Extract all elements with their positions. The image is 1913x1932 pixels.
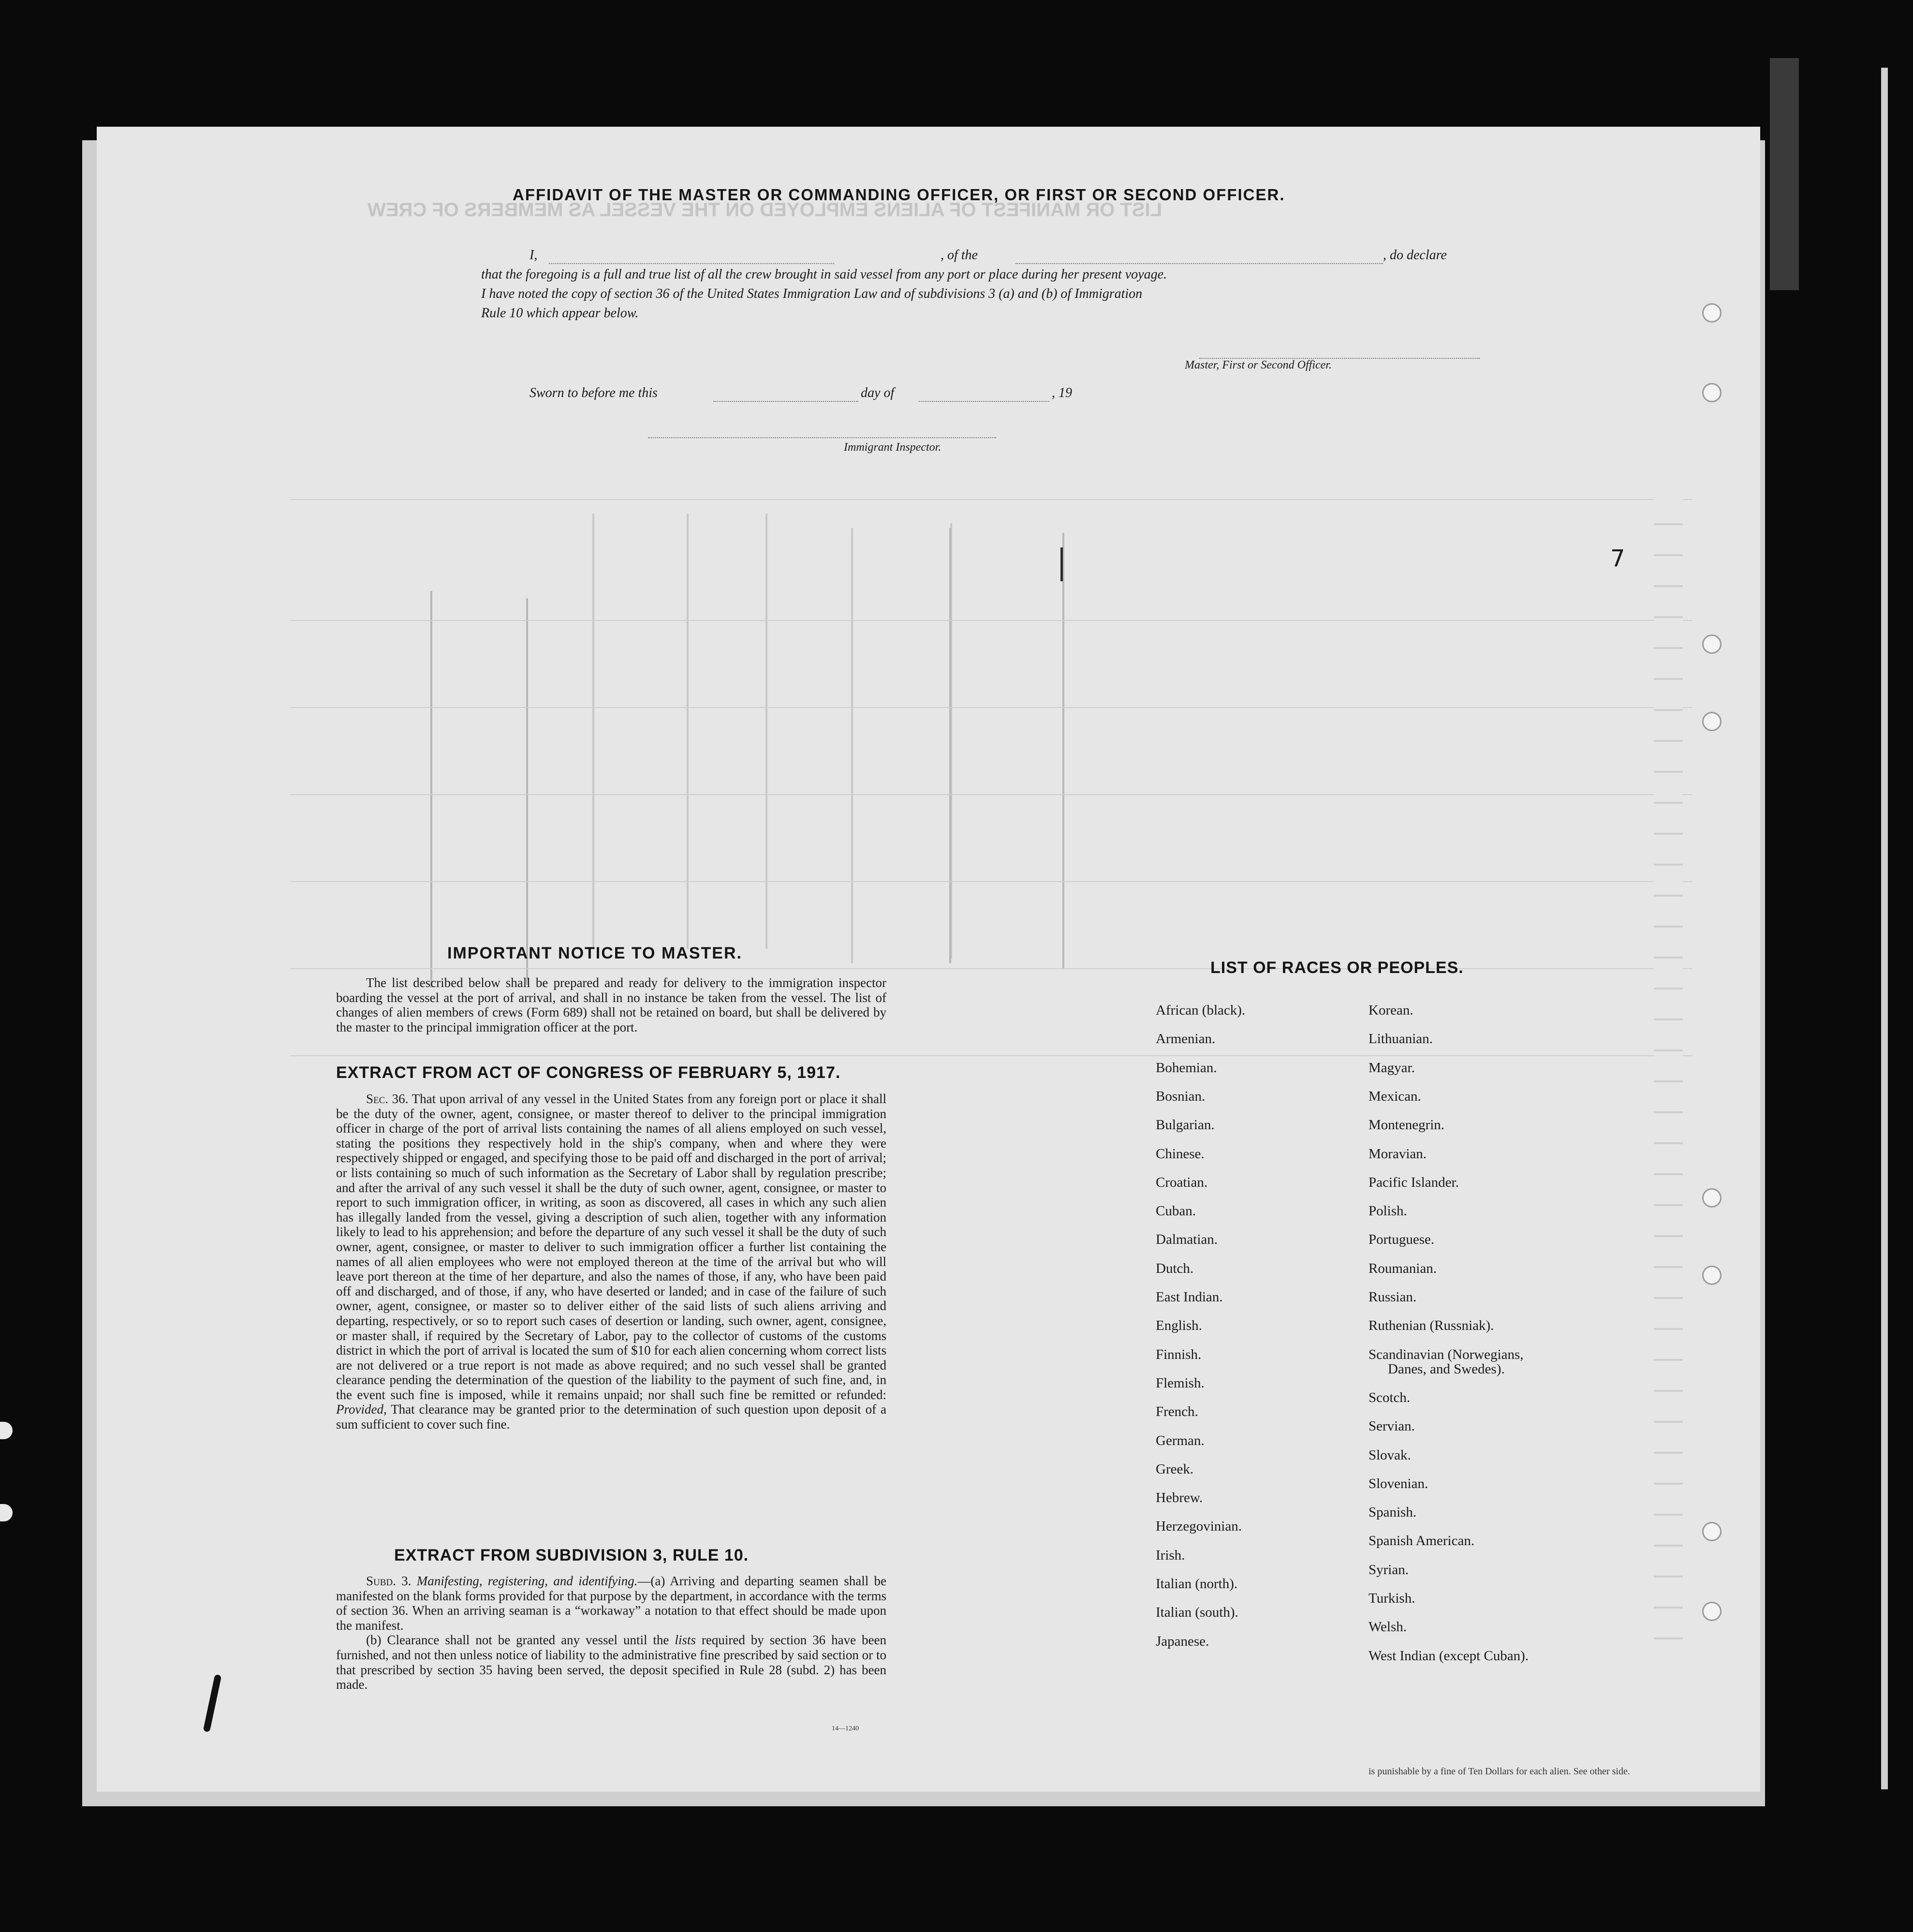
race-item: Korean.: [1369, 1003, 1413, 1018]
notice-text: [336, 975, 886, 1034]
race-item: Irish.: [1156, 1547, 1185, 1563]
race-item: Spanish American.: [1369, 1533, 1475, 1549]
race-item: West Indian (except Cuban).: [1369, 1648, 1529, 1664]
subdivision-a-paragraph: [336, 1574, 886, 1633]
subd-b-text: (b) Clearance shall not be granted any vessel until the: [366, 1633, 669, 1648]
binder-hole: [1702, 1522, 1722, 1541]
binder-hole: [1702, 1188, 1722, 1208]
form-number: 14—1240: [832, 1725, 859, 1732]
affidavit-line-1-mid: , of the: [941, 248, 978, 263]
binder-hole: [1702, 1266, 1722, 1285]
scan-mark: [0, 1422, 13, 1439]
race-item: Syrian.: [1369, 1562, 1409, 1578]
pen-stroke: [203, 1674, 222, 1732]
scan-edge: [1881, 68, 1888, 1789]
row-rule: [290, 794, 1692, 795]
row-mark-7: 7: [1610, 545, 1625, 572]
bleed-through-column: [1654, 494, 1683, 1655]
race-item: Servian.: [1369, 1418, 1415, 1434]
race-item: Croatian.: [1156, 1174, 1208, 1190]
race-item: Russian.: [1369, 1289, 1417, 1305]
affidavit-line-1-end: , do declare: [1383, 248, 1447, 263]
extract-act-title: EXTRACT FROM ACT OF CONGRESS OF FEBRUARY 5, 1917.: [336, 1063, 841, 1082]
race-item: Hebrew.: [1156, 1490, 1203, 1506]
race-item: Greek.: [1156, 1461, 1194, 1477]
race-item: Slovenian.: [1369, 1475, 1428, 1491]
race-item: Montenegrin.: [1369, 1117, 1445, 1133]
row-rule: [290, 707, 1692, 708]
races-title: LIST OF RACES OR PEOPLES.: [1210, 959, 1464, 977]
race-item: Dalmatian.: [1156, 1232, 1218, 1248]
name-blank: [549, 263, 834, 264]
section-label: Sec. 36.: [366, 1091, 409, 1106]
binder-hole: [1702, 383, 1722, 402]
section-36-text-end: That clearance may be granted prior to the determination of such question upon deposit of a sum sufficient to cover such fine.: [336, 1402, 887, 1432]
race-item: Italian (north).: [1156, 1576, 1238, 1592]
section-36-text: That upon arrival of any vessel in the United States from any foreign port or place it shall be the duty of the owner, agent, consignee, or master thereof to deliver to the principal immigration officer in charge of the port of arrival lists containing the names of all aliens employed on such vessel, stating the positions they respectively hold in the ship's company, when and where they were respectively shipped or engaged, and specifying those to be paid off and discharged in the port of arrival; or lists containing so much of such information as the Secretary of Labor shall by regulation prescribe; and after the arrival of any such vessel it shall be the duty of such owner, agent, consignee, or master to report to such immigration officer, in writing, as soon as discovered, all cases in which any such alien has illegally landed from the vessel, giving a description of such alien, together with any information likely to lead to his apprehension; and before the departure of any such vessel it shall be the duty of such owner, agent, consignee, or master to deliver to such immigration officer a further list containing the names of all alien employees who were not employed thereon at the time of the arrival but who will leave port thereon at the time of her departure, and also the names of those, if any, who have been paid off and discharged, and of those, if any, who have deserted or landed; and in case of the failure of such owner, agent, consignee, or master so to deliver either of the said lists of such aliens arriving and departing, respectively, or so to report such cases of desertion or landing, such owner, agent, consignee, or master shall, if required by the Secretary of Labor, pay to the collector of customs of the customs district in which the port of arrival is located the sum of $10 for each alien concerning whom correct lists are not delivered or a true report is not made as above required; and no such vessel shall be granted clearance pending the determination of the question of the liability to the payment of such fine, and, in the event such fine is imposed, while it remains unpaid; nor shall such fine be remitted or refunded:: [336, 1091, 887, 1402]
race-item: Polish.: [1369, 1203, 1407, 1219]
race-item: Bulgarian.: [1156, 1117, 1215, 1133]
race-item: Slovak.: [1369, 1447, 1411, 1463]
race-item: Danes, and Swedes).: [1388, 1361, 1505, 1377]
race-item: Pacific Islander.: [1369, 1174, 1459, 1190]
binder-hole: [1702, 303, 1722, 323]
race-item: Bohemian.: [1156, 1060, 1217, 1076]
race-item: African (black).: [1156, 1003, 1246, 1018]
race-item: French.: [1156, 1404, 1198, 1420]
row-rule: [290, 620, 1692, 621]
race-item: Mexican.: [1369, 1088, 1421, 1104]
column-rule: [687, 514, 689, 949]
pen-mark: [1060, 547, 1063, 581]
sworn-month-blank: [919, 401, 1049, 402]
race-item: Lithuanian.: [1369, 1031, 1433, 1047]
extract-act-text: [336, 1091, 886, 1432]
race-item: English.: [1156, 1318, 1202, 1334]
notice-title: IMPORTANT NOTICE TO MASTER.: [447, 944, 742, 962]
sworn-year: , 19: [1052, 385, 1072, 400]
race-item: Chinese.: [1156, 1146, 1205, 1162]
race-item: Armenian.: [1156, 1031, 1216, 1047]
race-item: East Indian.: [1156, 1289, 1223, 1305]
extract-rule-text: [336, 1574, 886, 1692]
notice-paragraph: The list described below shall be prepared and ready for delivery to the immigration inspector boarding the vessel at the port of arrival, and shall in no instance be taken from the vessel. The list of changes of alien members of crews (Form 689) shall not be retained on board, but shall be delivered by the master to the principal immigration officer at the port.: [336, 975, 886, 1034]
signature-label: Master, First or Second Officer.: [1185, 359, 1332, 371]
binder-hole: [1702, 634, 1722, 654]
vessel-blank: [1015, 263, 1383, 264]
scan-edge: [1770, 58, 1799, 290]
race-item: Ruthenian (Russniak).: [1369, 1318, 1494, 1334]
affidavit-line-4: Rule 10 which appear below.: [481, 306, 639, 321]
race-item: Dutch.: [1156, 1260, 1194, 1276]
subd-a-text: —(a) Arriving and departing seamen shall be manifested on the blank forms provided for that purpose by the department, in accordance with the terms of section 36. When an arriving seaman is a “workaway” a notation to that effect should be made upon the manifest.: [336, 1574, 886, 1633]
affidavit-title: AFFIDAVIT OF THE MASTER OR COMMANDING OFFICER, OR FIRST OR SECOND OFFICER.: [513, 186, 1285, 204]
bleed-through-footer: is punishable by a fine of Ten Dollars for each alien. See other side.: [1369, 1766, 1630, 1777]
race-item: Scandinavian (Norwegians,: [1369, 1346, 1524, 1362]
column-rule: [430, 591, 432, 988]
row-rule: [290, 499, 1692, 500]
column-rule: [851, 528, 853, 963]
subd-label: Subd. 3.: [366, 1574, 412, 1588]
subd-b-text-end: required by section 36 have been furnished, and not then unless notice of liability to the administrative fine prescribed by said section or to that prescribed by section 35 having been served, the deposit specified in Rule 28 (subd. 2) has been made.: [336, 1633, 887, 1692]
race-item: Cuban.: [1156, 1203, 1196, 1219]
subdivision-b-paragraph: [336, 1633, 886, 1692]
affidavit-line-3: I have noted the copy of section 36 of the United States Immigration Law and of subdivisions 3 (a) and (b) of Immigration: [481, 286, 1143, 301]
column-rule: [526, 598, 528, 985]
race-item: Finnish.: [1156, 1346, 1202, 1362]
inspector-signature-line: [648, 437, 996, 438]
row-rule: [290, 881, 1692, 882]
row-rule: [290, 1055, 1692, 1056]
race-item: Spanish.: [1369, 1504, 1417, 1520]
scan-mark: [0, 1504, 13, 1521]
column-rule: [949, 528, 951, 963]
race-item: Moravian.: [1369, 1146, 1427, 1162]
column-rule: [1062, 533, 1064, 968]
race-item: Magyar.: [1369, 1060, 1415, 1076]
row-rule: [290, 968, 1692, 969]
race-item: Roumanian.: [1369, 1260, 1437, 1276]
section-36-paragraph: [336, 1091, 886, 1432]
affidavit-line-2: that the foregoing is a full and true list of all the crew brought in said vessel from any port or place during her present voyage.: [481, 267, 1167, 282]
affidavit-line-1: [530, 248, 537, 263]
sworn-day-blank: [713, 401, 858, 402]
race-item: German.: [1156, 1432, 1205, 1448]
sworn-line: Sworn to before me this: [530, 385, 658, 400]
race-item: Herzegovinian.: [1156, 1519, 1242, 1534]
sworn-day-of: day of: [861, 385, 895, 400]
race-item: Japanese.: [1156, 1633, 1209, 1649]
subd-heading: Manifesting, registering, and identifying.: [416, 1574, 638, 1588]
column-rule: [592, 514, 594, 949]
column-rule: [765, 514, 767, 949]
extract-rule-title: EXTRACT FROM SUBDIVISION 3, RULE 10.: [394, 1546, 749, 1564]
race-item: Bosnian.: [1156, 1088, 1206, 1104]
inspector-label: Immigrant Inspector.: [844, 441, 942, 454]
subd-b-lists: lists: [675, 1633, 696, 1648]
document-page: [97, 127, 1760, 1792]
affidavit-i: I,: [530, 248, 538, 263]
binder-hole: [1702, 712, 1722, 731]
binder-hole: [1702, 1602, 1722, 1621]
race-item: Turkish.: [1369, 1591, 1415, 1606]
race-item: Flemish.: [1156, 1375, 1205, 1391]
provided-word: Provided,: [336, 1402, 387, 1417]
race-item: Scotch.: [1369, 1389, 1411, 1405]
bleed-through-header: LIST OR MANIFEST OF ALIENS EMPLOYED ON THE VESSEL AS MEMBERS OF CREW: [368, 199, 1163, 221]
race-item: Portuguese.: [1369, 1232, 1435, 1248]
race-item: Italian (south).: [1156, 1605, 1238, 1621]
race-item: Welsh.: [1369, 1619, 1407, 1635]
